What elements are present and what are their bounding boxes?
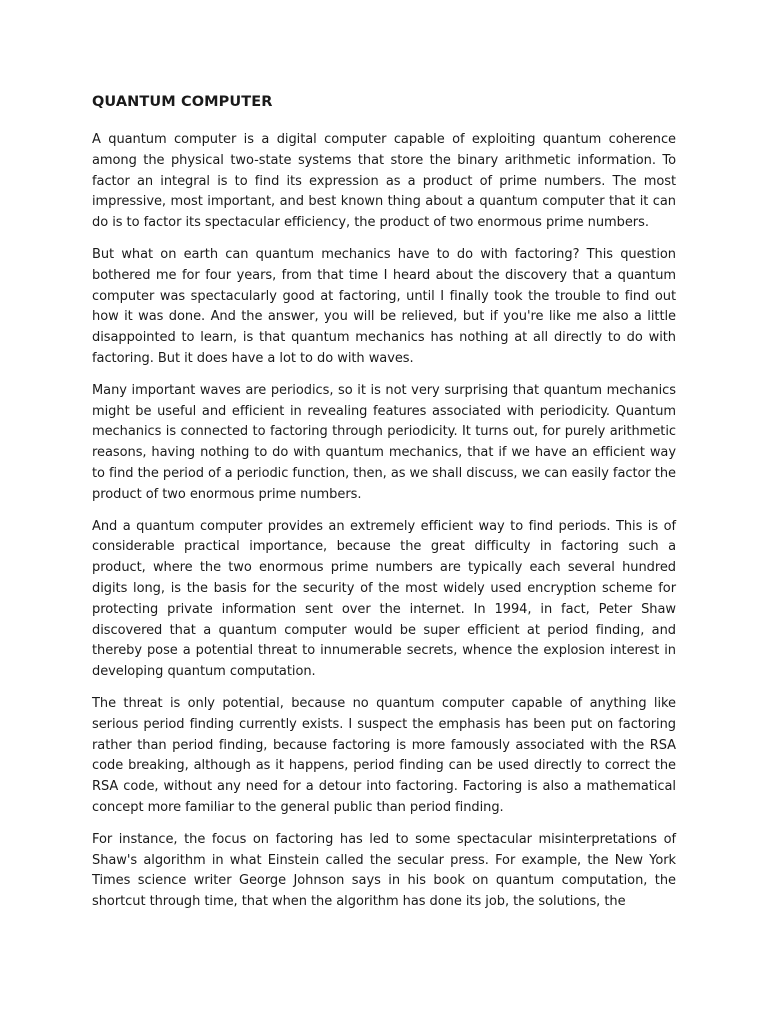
paragraph-4: And a quantum computer provides an extremely efficient way to find periods. This is of considerable practical importance, because the great difficulty in factoring such a product, where the two enormous prime numbers are typically each several hundred digits long, is the basis for the security of the most widely used encryption scheme for protecting private information sent over the internet. In 1994, in fact, Peter Shaw discovered that a quantum computer would be super efficient at period finding, and thereby pose a potential threat to innumerable secrets, whence the explosion interest in developing quantum computation.: [92, 518, 676, 680]
paragraph-2: But what on earth can quantum mechanics have to do with factoring? This question bothered me for four years, from that time I heard about the discovery that a quantum computer was spectacularly good at factoring, until I finally took the trouble to find out how it was done. And the answer, you will be relieved, but if you're like me also a little disappointed to learn, is that quantum mechanics has nothing at all directly to do with factoring. But it does have a lot to do with waves.: [92, 246, 676, 366]
paragraph-6: For instance, the focus on factoring has led to some spectacular misinterpretations of Shaw's algorithm in what Einstein called the secular press. For example, the New York Times science writer George Johnson says in his book on quantum computation, the shortcut through time, that when the algorithm has done its job, the solutions, the: [92, 831, 676, 910]
document-title: QUANTUM COMPUTER: [92, 94, 273, 110]
paragraph-5: The threat is only potential, because no quantum computer capable of anything like serious period finding currently exists. I suspect the emphasis has been put on factoring rather than period finding, because factoring is more famously associated with the RSA code breaking, although as it happens, period finding can be used directly to correct the RSA code, without any need for a detour into factoring. Factoring is also a mathematical concept more familiar to the general public than period finding.: [92, 695, 676, 815]
document-body: [92, 92, 676, 924]
paragraph-1: A quantum computer is a digital computer capable of exploiting quantum coherence among the physical two-state systems that store the binary arithmetic information. To factor an integral is to find its expression as a product of prime numbers. The most impressive, most important, and best known thing about a quantum computer that it can do is to factor its spectacular efficiency, the product of two enormous prime numbers.: [92, 132, 676, 231]
paragraph-3: Many important waves are periodics, so it is not very surprising that quantum mechanics might be useful and efficient in revealing features associated with periodicity. Quantum mechanics is connected to factoring through periodicity. It turns out, for purely arithmetic reasons, having nothing to do with quantum mechanics, that if we have an efficient way to find the period of a periodic function, then, as we shall discuss, we can easily factor the product of two enormous prime numbers.: [92, 382, 676, 502]
